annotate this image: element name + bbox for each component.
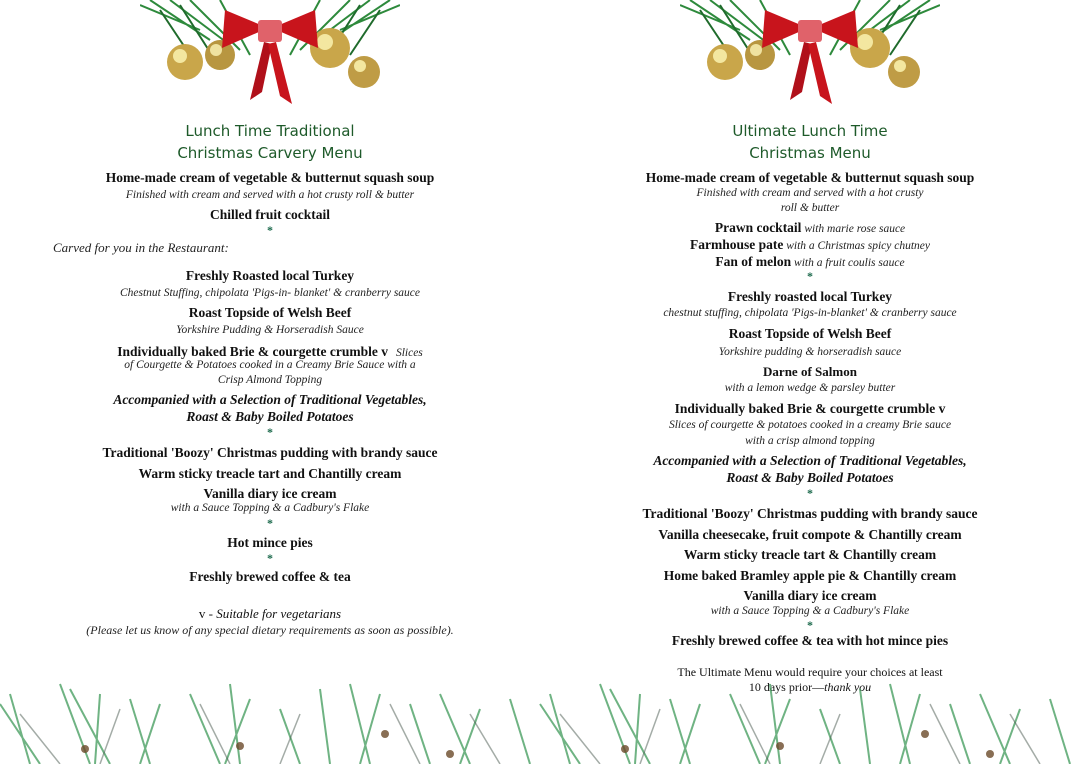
starter-soup-desc: Finished with cream and served with a hot crusty roll & butter: [125, 189, 415, 201]
accompaniment-1: Accompanied with a Selection of Traditional Vegetables,: [113, 392, 427, 407]
main-turkey: Freshly roasted local Turkey: [727, 289, 893, 304]
separator: *: [267, 551, 273, 565]
starter-pate: [540, 236, 1080, 254]
main-brie-desc-1: Slices of courgette & potatoes cooked in a creamy Brie sauce: [668, 419, 952, 431]
veg-symbol: v: [198, 606, 206, 621]
title-line-1: Ultimate Lunch Time: [732, 122, 888, 140]
dessert-ice-cream-desc: with a Sauce Topping & a Cadbury's Flake: [170, 502, 370, 514]
menu-title: [540, 120, 1080, 164]
separator: *: [267, 425, 273, 439]
main-turkey-desc: Chestnut Stuffing, chipolata 'Pigs-in- blanket' & cranberry sauce: [119, 287, 421, 299]
dessert-pudding: Traditional 'Boozy' Christmas pudding with brandy sauce: [642, 506, 978, 521]
starter-prawn-desc: with marie rose sauce: [801, 223, 906, 235]
main-brie-name: Individually baked Brie & courgette crumble v: [117, 344, 388, 359]
starter-melon-desc: with a fruit coulis sauce: [791, 257, 905, 269]
starter-soup: Home-made cream of vegetable & butternut squash soup: [645, 170, 975, 185]
starter-pate-desc: with a Christmas spicy chutney: [783, 240, 930, 252]
main-brie-desc-2: with a crisp almond topping: [745, 435, 875, 447]
dietary-note: (Please let us know of any special dietary requirements as soon as possible).: [86, 623, 454, 637]
coffee-tea-mince-pies: Freshly brewed coffee & tea with hot mince pies: [671, 633, 949, 648]
starter-soup-desc-2: roll & butter: [780, 202, 840, 214]
starter-prawn-name: Prawn cocktail: [714, 220, 802, 235]
separator: *: [807, 618, 813, 632]
separator: *: [267, 223, 273, 237]
main-turkey-desc: chestnut stuffing, chipolata 'Pigs-in-blanket' & cranberry sauce: [663, 307, 957, 319]
title-line-2: Christmas Menu: [749, 144, 871, 162]
coffee-tea: Freshly brewed coffee & tea: [189, 569, 351, 584]
main-turkey: Freshly Roasted local Turkey: [185, 268, 355, 283]
starter-prawn: [540, 219, 1080, 237]
main-beef: Roast Topside of Welsh Beef: [728, 326, 892, 341]
dessert-ice-cream: Vanilla diary ice cream: [203, 486, 337, 501]
main-brie: Individually baked Brie & courgette crumble v: [674, 401, 946, 416]
right-menu-page: [540, 0, 1080, 764]
starter-soup: Home-made cream of vegetable & butternut squash soup: [105, 170, 435, 185]
starter-soup-desc-1: Finished with cream and served with a hot crusty: [696, 187, 924, 199]
separator: *: [807, 486, 813, 500]
main-beef: Roast Topside of Welsh Beef: [188, 305, 352, 320]
dessert-ice-cream-desc: with a Sauce Topping & a Cadbury's Flake: [710, 605, 910, 617]
dessert-treacle: Warm sticky treacle tart and Chantilly cream: [138, 466, 402, 481]
notice-italic: thank you: [824, 680, 872, 694]
main-beef-desc: Yorkshire pudding & horseradish sauce: [718, 346, 902, 358]
separator: *: [267, 516, 273, 530]
dessert-cheesecake: Vanilla cheesecake, fruit compote & Chantilly cream: [658, 527, 962, 542]
main-brie-desc-start: Slices: [395, 347, 423, 359]
starter-fruit-cocktail: Chilled fruit cocktail: [210, 207, 330, 222]
main-beef-desc: Yorkshire Pudding & Horseradish Sauce: [176, 324, 364, 336]
main-brie-desc-3: Crisp Almond Topping: [217, 374, 323, 386]
carved-intro: Carved for you in the Restaurant:: [53, 240, 229, 255]
veg-key: [0, 606, 540, 622]
accompaniment-2: Roast & Baby Boiled Potatoes: [726, 470, 894, 485]
veg-key-text: - Suitable for vegetarians: [205, 606, 342, 621]
separator: *: [807, 269, 813, 283]
starter-melon-name: Fan of melon: [715, 254, 792, 269]
main-brie-desc-2: of Courgette & Potatoes cooked in a Creamy Brie Sauce with a: [124, 359, 416, 371]
accompaniment-2: Roast & Baby Boiled Potatoes: [186, 409, 354, 424]
christmas-garland-icon: [680, 0, 940, 112]
title-line-2: Christmas Carvery Menu: [177, 144, 363, 162]
menu-title: [0, 120, 540, 164]
christmas-garland-icon: [140, 0, 400, 112]
dessert-treacle: Warm sticky treacle tart & Chantilly cream: [683, 547, 937, 562]
main-salmon: Darne of Salmon: [763, 364, 857, 379]
starter-pate-name: Farmhouse pate: [690, 237, 784, 252]
dessert-pudding: Traditional 'Boozy' Christmas pudding with brandy sauce: [102, 445, 438, 460]
main-salmon-desc: with a lemon wedge & parsley butter: [724, 382, 896, 394]
pine-branches-border-icon: [0, 664, 1080, 764]
dessert-ice-cream: Vanilla diary ice cream: [743, 588, 877, 603]
title-line-1: Lunch Time Traditional: [185, 122, 355, 140]
notice-plain: 10 days prior—: [748, 680, 825, 694]
dessert-apple-pie: Home baked Bramley apple pie & Chantilly cream: [663, 568, 957, 583]
notice-line-1: The Ultimate Menu would require your choices at least: [677, 665, 943, 679]
mince-pies: Hot mince pies: [227, 535, 313, 550]
accompaniment-1: Accompanied with a Selection of Traditional Vegetables,: [653, 453, 967, 468]
